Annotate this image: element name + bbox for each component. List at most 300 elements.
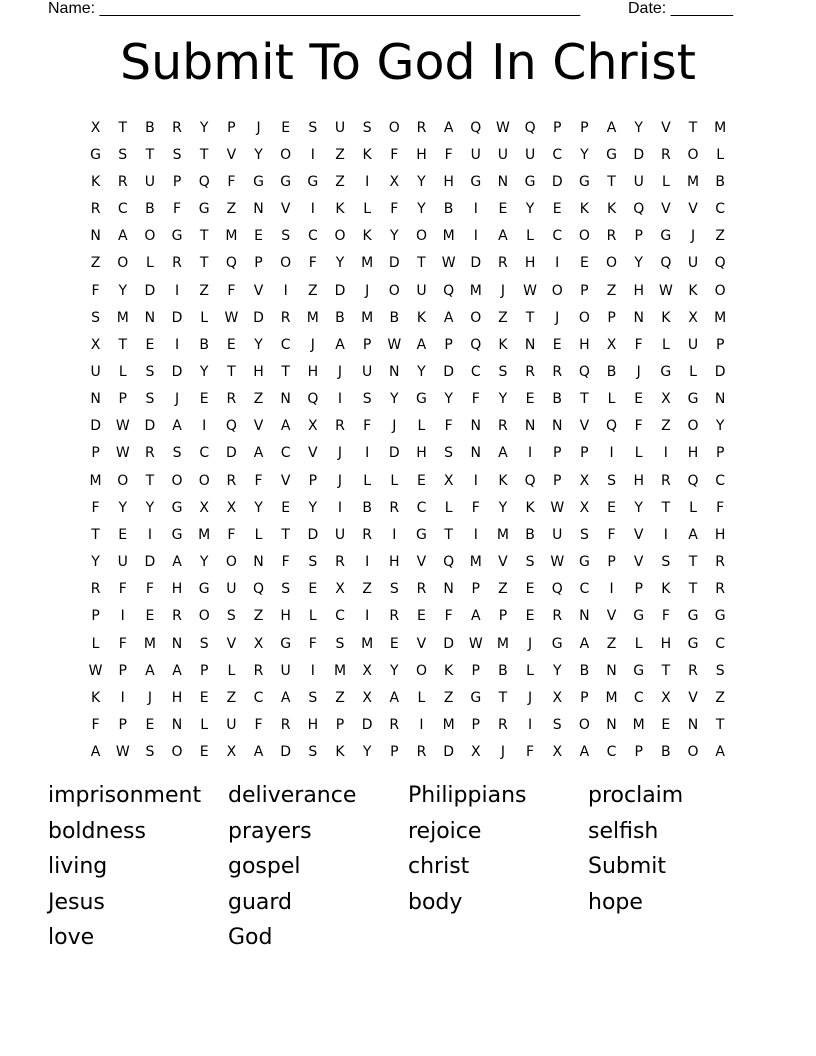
grid-letter: T <box>525 309 535 326</box>
grid-letter: U <box>334 119 346 136</box>
grid-letter: E <box>145 336 155 353</box>
grid-letter: X <box>90 119 101 136</box>
grid-letter: X <box>226 744 237 761</box>
grid-letter: R <box>172 119 182 136</box>
grid-letter: R <box>280 309 291 326</box>
grid-letter: P <box>172 173 182 190</box>
grid-letter: Y <box>390 228 399 245</box>
grid-letter: X <box>389 173 400 190</box>
grid-letter: X <box>552 744 563 761</box>
grid-letter: W <box>115 445 130 462</box>
grid-letter: N <box>524 336 536 353</box>
grid-letter: X <box>335 581 345 598</box>
grid-letter: E <box>199 744 209 761</box>
grid-letter: G <box>687 391 699 408</box>
grid-letter: E <box>525 608 535 625</box>
grid-letter: O <box>198 608 210 625</box>
grid-letter: L <box>118 363 127 380</box>
grid-letter: U <box>633 173 644 190</box>
grid-letter: P <box>580 282 589 299</box>
grid-letter: P <box>118 662 127 679</box>
grid-letter: M <box>116 309 129 326</box>
grid-letter: R <box>335 418 345 435</box>
word-list-item: Philippians <box>408 783 527 808</box>
grid-letter: R <box>416 744 427 761</box>
grid-letter: U <box>362 363 373 380</box>
grid-letter: B <box>145 201 155 218</box>
grid-letter: X <box>579 499 590 516</box>
grid-letter: F <box>390 146 399 163</box>
grid-letter: F <box>444 146 453 163</box>
grid-letter: Q <box>633 201 645 218</box>
grid-letter: E <box>145 608 155 625</box>
grid-letter: Q <box>443 282 455 299</box>
grid-letter: Q <box>551 581 563 598</box>
grid-letter: M <box>714 309 727 326</box>
grid-letter: M <box>469 282 482 299</box>
grid-letter: F <box>254 472 263 489</box>
grid-letter: X <box>226 499 237 516</box>
grid-letter: M <box>361 309 374 326</box>
word-list-item: gospel <box>228 854 301 880</box>
grid-letter: P <box>227 119 236 136</box>
grid-letter: K <box>688 282 698 299</box>
grid-letter: A <box>715 744 725 761</box>
grid-letter: K <box>335 201 345 218</box>
grid-letter: V <box>579 418 590 435</box>
grid-letter: I <box>174 336 180 353</box>
grid-letter: I <box>283 282 288 299</box>
grid-letter: E <box>118 526 128 543</box>
grid-letter: L <box>661 336 670 353</box>
grid-letter: D <box>225 445 237 462</box>
grid-letter: R <box>606 228 617 245</box>
grid-letter: J <box>392 418 397 435</box>
grid-letter: V <box>661 119 671 136</box>
grid-letter: K <box>525 499 535 516</box>
grid-letter: U <box>144 173 156 190</box>
grid-letter: Q <box>225 418 237 435</box>
grid-letter: Y <box>552 662 562 679</box>
grid-letter: C <box>199 445 210 462</box>
grid-letter: V <box>661 201 671 218</box>
grid-letter: P <box>580 689 589 706</box>
grid-letter: R <box>362 526 372 543</box>
grid-letter: V <box>253 418 264 435</box>
grid-letter: D <box>470 255 482 272</box>
grid-letter: U <box>90 363 101 380</box>
grid-letter: J <box>528 689 533 706</box>
grid-letter: X <box>606 336 617 353</box>
grid-letter: T <box>661 662 671 679</box>
grid-letter: F <box>281 554 290 571</box>
grid-letter: Z <box>661 418 671 435</box>
grid-letter: A <box>389 689 400 706</box>
grid-letter: A <box>172 418 182 435</box>
grid-letter: E <box>498 201 508 218</box>
grid-letter: E <box>552 336 562 353</box>
grid-letter: M <box>333 662 347 679</box>
grid-letter: D <box>144 554 156 571</box>
grid-letter: O <box>606 255 618 272</box>
grid-letter: D <box>361 717 373 734</box>
grid-letter: E <box>417 608 426 625</box>
grid-letter: R <box>172 255 182 272</box>
grid-letter: F <box>661 608 670 625</box>
grid-letter: H <box>253 363 264 380</box>
grid-letter: A <box>335 336 345 353</box>
grid-letter: T <box>145 146 155 163</box>
grid-letter: I <box>555 255 560 272</box>
grid-letter: Y <box>634 119 643 136</box>
grid-letter: O <box>687 744 699 761</box>
grid-letter: H <box>416 146 427 163</box>
grid-letter: Z <box>335 689 345 706</box>
grid-letter: V <box>606 608 617 625</box>
grid-letter: V <box>253 282 264 299</box>
grid-letter: E <box>552 201 562 218</box>
grid-letter: W <box>115 418 130 435</box>
grid-letter: R <box>117 173 128 190</box>
word-list-item: rejoice <box>408 818 482 844</box>
grid-letter: G <box>687 635 699 652</box>
grid-letter: P <box>715 445 725 462</box>
grid-letter: Q <box>443 554 455 571</box>
grid-letter: R <box>660 146 671 163</box>
grid-letter: X <box>661 689 671 706</box>
grid-letter: B <box>606 363 617 380</box>
word-list-item: love <box>48 925 95 951</box>
word-list-item: body <box>408 889 463 915</box>
grid-letter: X <box>688 309 698 326</box>
grid-letter: H <box>389 554 400 571</box>
grid-letter: G <box>660 363 672 380</box>
word-list-item: living <box>48 854 108 880</box>
grid-letter: G <box>606 146 617 163</box>
grid-letter: I <box>473 201 478 218</box>
grid-letter: O <box>117 255 129 272</box>
grid-letter: Z <box>498 581 508 598</box>
grid-letter: C <box>307 228 318 245</box>
grid-letter: C <box>470 363 481 380</box>
grid-letter: Y <box>390 662 399 679</box>
grid-letter: Z <box>715 228 725 245</box>
grid-letter: Y <box>145 499 155 516</box>
grid-letter: G <box>470 689 482 706</box>
grid-letter: V <box>280 472 291 489</box>
grid-letter: J <box>528 635 533 652</box>
grid-letter: H <box>714 526 726 543</box>
grid-letter: J <box>256 119 261 136</box>
header <box>48 0 748 20</box>
grid-letter: S <box>145 744 155 761</box>
grid-letter: J <box>500 282 505 299</box>
grid-letter: M <box>714 119 727 136</box>
grid-letter: Z <box>308 282 318 299</box>
grid-letter: N <box>171 717 183 734</box>
grid-letter: R <box>552 608 563 625</box>
grid-letter: C <box>117 201 128 218</box>
grid-letter: G <box>280 635 292 652</box>
grid-letter: W <box>523 282 537 299</box>
grid-letter: A <box>145 662 155 679</box>
grid-letter: P <box>118 717 127 734</box>
grid-letter: S <box>579 526 589 543</box>
grid-letter: G <box>416 526 427 543</box>
grid-letter: O <box>198 472 210 489</box>
grid-letter: Q <box>307 391 319 408</box>
grid-letter: M <box>469 554 482 571</box>
grid-letter: N <box>171 635 183 652</box>
grid-letter: G <box>633 608 645 625</box>
grid-letter: O <box>117 472 129 489</box>
grid-letter: T <box>580 391 589 408</box>
grid-letter: W <box>224 309 239 326</box>
grid-letter: C <box>715 201 726 218</box>
grid-letter: T <box>281 526 290 543</box>
grid-letter: B <box>498 662 508 679</box>
grid-letter: B <box>362 499 372 516</box>
grid-letter: L <box>661 173 670 190</box>
grid-letter: J <box>365 282 370 299</box>
grid-letter: C <box>579 581 590 598</box>
grid-letter: O <box>225 554 237 571</box>
grid-letter: B <box>199 336 209 353</box>
grid-letter: B <box>579 662 590 679</box>
grid-letter: H <box>171 689 183 706</box>
grid-letter: V <box>688 201 698 218</box>
grid-letter: B <box>661 744 671 761</box>
grid-letter: I <box>202 418 207 435</box>
grid-letter: P <box>580 119 589 136</box>
grid-letter: J <box>174 391 180 408</box>
grid-letter: D <box>388 445 400 462</box>
grid-letter: U <box>552 526 563 543</box>
grid-letter: G <box>198 581 210 598</box>
grid-letter: F <box>145 581 154 598</box>
grid-letter: P <box>553 445 562 462</box>
grid-letter: P <box>308 472 318 489</box>
grid-letter: M <box>496 635 509 652</box>
grid-letter: S <box>145 391 155 408</box>
grid-letter: M <box>632 717 645 734</box>
grid-letter: S <box>362 119 372 136</box>
grid-letter: U <box>687 255 699 272</box>
grid-letter: L <box>363 472 372 489</box>
grid-letter: Q <box>253 581 265 598</box>
grid-letter: D <box>144 282 156 299</box>
grid-letter: E <box>607 499 616 516</box>
grid-letter: R <box>660 472 671 489</box>
grid-letter: W <box>550 499 565 516</box>
grid-letter: G <box>470 173 482 190</box>
grid-letter: T <box>661 499 671 516</box>
grid-letter: A <box>90 744 101 761</box>
grid-letter: E <box>254 228 263 245</box>
grid-letter: X <box>552 689 563 706</box>
grid-letter: X <box>443 472 454 489</box>
grid-letter: K <box>661 309 671 326</box>
grid-letter: Z <box>443 689 454 706</box>
grid-letter: R <box>498 255 508 272</box>
grid-letter: B <box>552 391 563 408</box>
grid-letter: O <box>144 228 156 245</box>
grid-letter: O <box>578 228 590 245</box>
grid-letter: Y <box>335 255 345 272</box>
grid-letter: X <box>199 499 209 516</box>
grid-letter: L <box>254 526 263 543</box>
grid-letter: D <box>714 363 726 380</box>
grid-letter: R <box>715 581 726 598</box>
grid-letter: Y <box>715 418 725 435</box>
grid-letter: D <box>307 526 319 543</box>
grid-letter: R <box>172 608 182 625</box>
grid-letter: F <box>173 201 182 218</box>
grid-letter: P <box>335 717 345 734</box>
grid-letter: G <box>687 608 699 625</box>
grid-letter: T <box>444 526 453 543</box>
grid-letter: N <box>524 418 536 435</box>
grid-letter: S <box>281 228 291 245</box>
grid-letter: G <box>633 662 645 679</box>
grid-letter: D <box>171 363 183 380</box>
grid-letter: E <box>281 499 291 516</box>
grid-letter: L <box>417 689 426 706</box>
grid-letter: E <box>145 717 155 734</box>
grid-letter: T <box>688 119 698 136</box>
grid-letter: Y <box>199 119 209 136</box>
grid-letter: Z <box>199 282 209 299</box>
grid-letter: Y <box>118 499 128 516</box>
grid-letter: A <box>117 228 128 245</box>
grid-letter: W <box>441 255 456 272</box>
grid-letter: Q <box>524 119 536 136</box>
grid-letter: U <box>524 146 536 163</box>
grid-letter: A <box>579 744 590 761</box>
grid-letter: R <box>145 445 155 462</box>
grid-letter: S <box>199 635 209 652</box>
grid-letter: S <box>661 554 671 571</box>
grid-letter: H <box>633 472 644 489</box>
grid-letter: K <box>90 689 101 706</box>
grid-letter: T <box>498 689 508 706</box>
word-list-item: boldness <box>48 818 146 844</box>
word-list-item: deliverance <box>228 783 357 808</box>
grid-letter: C <box>715 472 726 489</box>
grid-letter: L <box>634 635 643 652</box>
grid-letter: Y <box>254 499 263 516</box>
grid-letter: S <box>335 635 345 652</box>
grid-letter: T <box>688 554 698 571</box>
grid-letter: R <box>226 391 237 408</box>
grid-letter: F <box>444 608 453 625</box>
grid-letter: E <box>525 391 535 408</box>
grid-letter: T <box>118 336 128 353</box>
grid-letter: Y <box>118 282 128 299</box>
grid-letter: Y <box>444 391 453 408</box>
page-title: Submit To God In Christ <box>119 34 697 91</box>
grid-letter: I <box>528 717 533 734</box>
grid-letter: M <box>361 635 374 652</box>
grid-letter: A <box>498 228 508 245</box>
grid-letter: Z <box>335 173 345 190</box>
grid-letter: K <box>498 472 508 489</box>
grid-letter: P <box>444 336 453 353</box>
date-field-label: Date: _______ <box>628 0 733 17</box>
grid-letter: B <box>525 526 535 543</box>
grid-letter: D <box>633 146 645 163</box>
grid-letter: S <box>91 309 101 326</box>
grid-letter: R <box>389 717 400 734</box>
grid-letter: S <box>118 146 128 163</box>
grid-letter: E <box>226 336 236 353</box>
grid-letter: I <box>365 173 370 190</box>
grid-letter: I <box>473 526 478 543</box>
word-list-item: Submit <box>588 854 667 880</box>
grid-letter: L <box>526 228 534 245</box>
grid-letter: D <box>388 255 400 272</box>
grid-letter: S <box>525 554 535 571</box>
grid-letter: D <box>443 363 454 380</box>
word-list-item: proclaim <box>588 783 684 808</box>
grid-letter: S <box>308 689 318 706</box>
grid-letter: I <box>310 662 315 679</box>
grid-letter: I <box>663 526 668 543</box>
grid-letter: Y <box>254 336 263 353</box>
grid-letter: F <box>227 173 236 190</box>
grid-letter: Z <box>253 608 264 625</box>
grid-letter: N <box>90 228 101 245</box>
grid-letter: G <box>307 173 319 190</box>
grid-letter: T <box>199 228 209 245</box>
grid-letter: G <box>416 391 427 408</box>
grid-letter: Z <box>335 146 345 163</box>
grid-letter: F <box>607 526 616 543</box>
grid-letter: H <box>579 336 590 353</box>
grid-letter: V <box>308 445 318 462</box>
grid-letter: J <box>337 363 343 380</box>
grid-letter: S <box>172 445 182 462</box>
grid-letter: I <box>120 689 125 706</box>
grid-letter: S <box>308 119 318 136</box>
name-field-label: Name: ______________________________________________________ <box>48 0 581 17</box>
grid-letter: I <box>392 526 397 543</box>
grid-letter: R <box>525 363 535 380</box>
grid-letter: N <box>606 717 617 734</box>
grid-letter: L <box>308 608 317 625</box>
grid-letter: Z <box>606 282 617 299</box>
grid-letter: R <box>552 363 563 380</box>
grid-letter: A <box>443 309 454 326</box>
grid-letter: Y <box>199 554 209 571</box>
grid-letter: N <box>253 554 264 571</box>
grid-letter: I <box>473 228 478 245</box>
grid-letter: I <box>419 717 424 734</box>
grid-letter: M <box>306 309 319 326</box>
grid-letter: A <box>416 336 427 353</box>
grid-letter: X <box>661 391 671 408</box>
grid-letter: U <box>497 146 509 163</box>
grid-letter: H <box>307 363 319 380</box>
grid-letter: K <box>444 662 454 679</box>
grid-letter: F <box>526 744 535 761</box>
grid-letter: L <box>145 255 154 272</box>
grid-letter: F <box>254 717 263 734</box>
grid-letter: T <box>281 363 290 380</box>
grid-letter: D <box>171 309 183 326</box>
grid-letter: U <box>416 282 427 299</box>
grid-letter: Z <box>253 391 264 408</box>
